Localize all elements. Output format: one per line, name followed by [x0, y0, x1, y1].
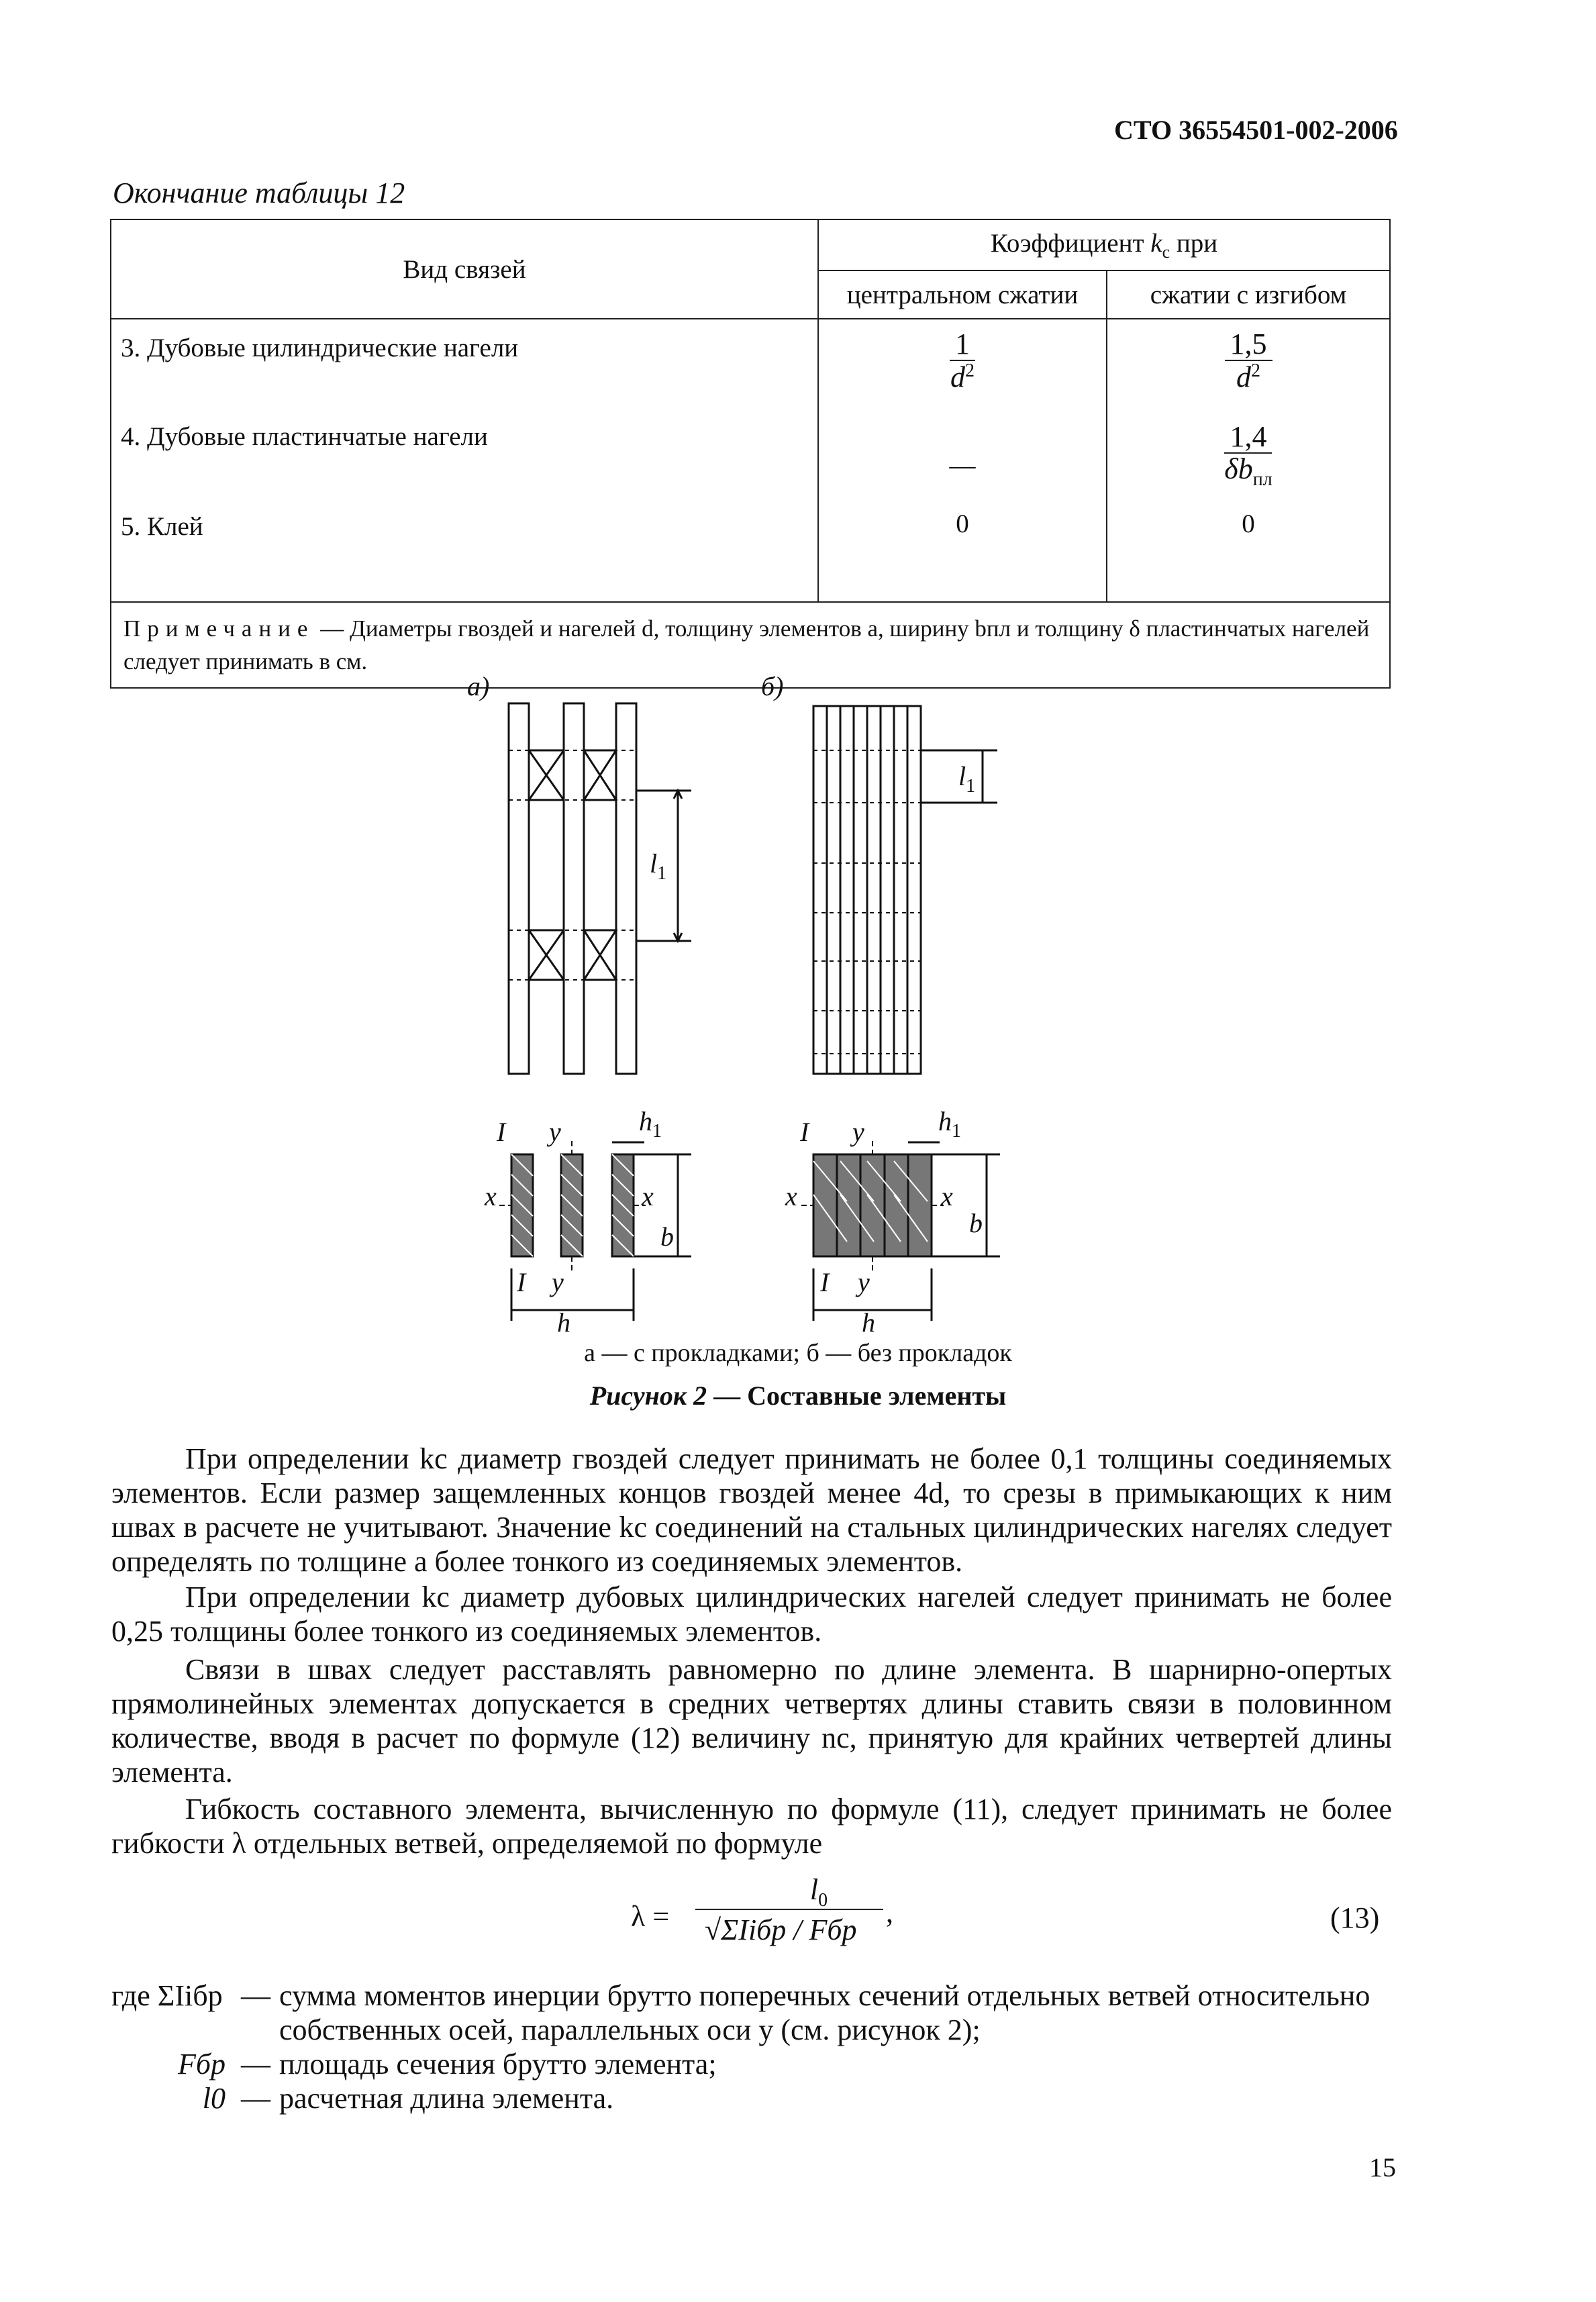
- label-h1-b: $h_1$: [938, 1106, 961, 1142]
- label-h-a: h: [557, 1307, 570, 1338]
- legend-item: где ΣIiбр — сумма моментов инерции брутто поперечных сечений отдельных ветвей относительно собственных осей, параллельных оси у (см. рисунок 2);: [111, 1979, 1370, 2046]
- dim-l1-a: $l_1$: [650, 848, 667, 884]
- legend-item: Fбр — площадь сечения брутто элемента;: [177, 2048, 717, 2081]
- formula-13: λ = $l_0$ √ΣIiбр / Fбр ,: [631, 1873, 893, 1946]
- page-number: 15: [1369, 2152, 1396, 2183]
- label-y-bottom-a: y: [552, 1267, 564, 1297]
- elevation-with-spacers: [509, 703, 691, 1074]
- header-central: центральном сжатии: [818, 270, 1107, 319]
- fraction-bending: $\frac{1,5}{d^2}$: [1225, 329, 1273, 393]
- label-b-b: b: [969, 1208, 983, 1238]
- figure-caption: а — с прокладками; б — без прокладок: [584, 1339, 1012, 1367]
- formula-legend: [111, 1979, 1392, 2115]
- paragraph-4: Гибкость составного элемента, вычисленную по формуле (11), следует принимать не более гибкости λ отдельных ветвей, определяемой по формуле: [111, 1793, 1392, 1860]
- label-x-left-a: x: [485, 1181, 497, 1211]
- elevation-without-spacers: [813, 706, 997, 1074]
- dim-l1-b: $l_1$: [958, 761, 976, 797]
- row-name: 5. Клей: [121, 512, 203, 541]
- label-I-top-b: I: [800, 1117, 809, 1147]
- legend-item: l0 — расчетная длина элемента.: [202, 2082, 614, 2115]
- label-I-bottom-a: I: [517, 1267, 526, 1297]
- header-coef: Коэффициент $k_с$ при: [818, 219, 1390, 270]
- document-code: СТО 36554501-002-2006: [1114, 115, 1398, 145]
- header-kind: Вид связей: [111, 219, 818, 319]
- table-note: Примечание — Диаметры гвоздей и нагелей d, толщину элементов a, ширину bпл и толщину δ пластинчатых нагелей следует принимать в см.: [111, 602, 1390, 688]
- label-y-top-a: y: [549, 1117, 561, 1147]
- label-h1-a: $h_1$: [639, 1106, 662, 1142]
- cell-value: 0: [1242, 509, 1255, 538]
- label-I-bottom-b: I: [820, 1267, 830, 1297]
- label-b-a: b: [660, 1221, 674, 1252]
- row-name: 4. Дубовые пластинчатые нагели: [121, 422, 488, 451]
- label-y-bottom-b: y: [858, 1267, 870, 1297]
- paragraph-1: При определении kс диаметр гвоздей следует принимать не более 0,1 толщины соединяемых элементов. Если размер защемленных концов гвоздей менее 4d, то срезы в примыкающих к ним швах в расчете не учитывают. Значение kс соединений на стальных цилиндрических нагелях следует определять по толщине а более тонкого из соединяемых элементов.: [111, 1442, 1392, 1578]
- label-x-left-b: x: [785, 1181, 797, 1211]
- label-b: б): [761, 671, 784, 701]
- cell-value: 0: [956, 509, 969, 538]
- cell-dash: —: [949, 450, 976, 480]
- paragraph-3: Связи в швах следует расставлять равномерно по длине элемента. В шарнирно-опертых прямолинейных элементах допускается в средних четвертях длины ставить связи в половинном количестве, вводя в расчет по формуле (12) величину nс, принятую для крайних четвертей длины элемента.: [111, 1653, 1392, 1789]
- label-y-top-b: y: [852, 1117, 864, 1147]
- label-x-right-b: x: [941, 1181, 953, 1211]
- table-caption: Окончание таблицы 12: [113, 177, 405, 209]
- figure-title: Рисунок 2 — Составные элементы: [589, 1381, 1007, 1411]
- fraction-bending-plate: $\frac{1,4}{\delta b_{пл}}$: [1224, 420, 1273, 490]
- row-name: 3. Дубовые цилиндрические нагели: [121, 334, 519, 362]
- label-x-right-a: x: [642, 1181, 654, 1211]
- header-bending: сжатии с изгибом: [1107, 270, 1390, 319]
- label-I-top-a: I: [497, 1117, 506, 1147]
- fraction-central: $\frac{1}{d^2}$: [950, 328, 975, 394]
- label-h-b: h: [862, 1307, 875, 1338]
- label-a: а): [467, 671, 490, 701]
- paragraph-2: При определении kс диаметр дубовых цилиндрических нагелей следует принимать не более 0,25 толщины более тонкого из соединяемых элементов.: [111, 1581, 1392, 1648]
- equation-number: (13): [1330, 1901, 1380, 1934]
